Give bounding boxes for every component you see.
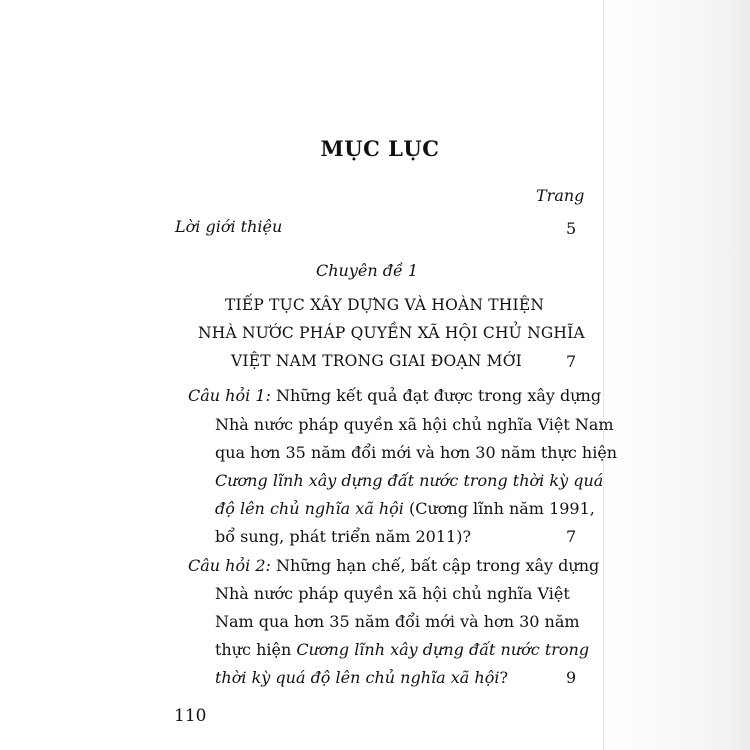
q1-text-5-rest: (Cương lĩnh năm 1991, [403, 499, 595, 518]
topic-title-line-2: NHÀ NƯỚC PHÁP QUYỀN XÃ HỘI CHỦ NGHĨA [198, 324, 585, 342]
q2-text-5-italic: thời kỳ quá độ lên chủ nghĩa xã hội [215, 668, 500, 687]
q1-line-1 [188, 386, 601, 405]
q1-line-6: bổ sung, phát triển năm 2011)? [215, 527, 472, 546]
q1-line-5 [215, 499, 595, 518]
q1-page: 7 [566, 527, 577, 546]
topic-title-line-3: VIỆT NAM TRONG GIAI ĐOẠN MỚI [231, 352, 522, 370]
page-column-label: Trang [536, 186, 585, 205]
q2-page: 9 [566, 668, 577, 687]
q1-line-2: Nhà nước pháp quyền xã hội chủ nghĩa Việt Nam [215, 415, 614, 434]
toc-heading [0, 136, 750, 161]
q2-prefix: Câu hỏi 2: [188, 556, 271, 575]
page-number: 110 [174, 706, 207, 726]
toc-heading-text: MỤC LỤC [320, 136, 440, 161]
intro-entry-page: 5 [566, 219, 577, 238]
q2-line-5 [215, 668, 508, 687]
q2-text-4-italic: Cương lĩnh xây dựng đất nước trong [296, 640, 590, 659]
q1-text-5-italic: độ lên chủ nghĩa xã hội [215, 499, 404, 518]
q2-text-1: Những hạn chế, bất cập trong xây dựng [275, 556, 600, 575]
q2-line-1 [188, 556, 599, 575]
q1-prefix: Câu hỏi 1: [188, 386, 271, 405]
page-gutter-shadow [602, 0, 750, 750]
q2-text-4-plain: thực hiện [215, 640, 297, 659]
q1-text-1: Những kết quả đạt được trong xây dựng [275, 386, 602, 405]
q1-line-3: qua hơn 35 năm đổi mới và hơn 30 năm thực hiện [215, 443, 618, 462]
q2-line-2: Nhà nước pháp quyền xã hội chủ nghĩa Việt [215, 584, 570, 603]
topic-label: Chuyên đề 1 [316, 261, 419, 280]
q1-line-4: Cương lĩnh xây dựng đất nước trong thời kỳ quá [215, 471, 604, 490]
topic-title-line-1: TIẾP TỤC XÂY DỰNG VÀ HOÀN THIỆN [225, 296, 545, 314]
topic-page: 7 [566, 352, 577, 371]
q2-line-3: Nam qua hơn 35 năm đổi mới và hơn 30 năm [215, 612, 580, 631]
page-edge-line [603, 0, 604, 750]
q2-text-5-end: ? [499, 668, 509, 687]
intro-entry-label: Lời giới thiệu [175, 217, 283, 236]
q2-line-4 [215, 640, 589, 659]
